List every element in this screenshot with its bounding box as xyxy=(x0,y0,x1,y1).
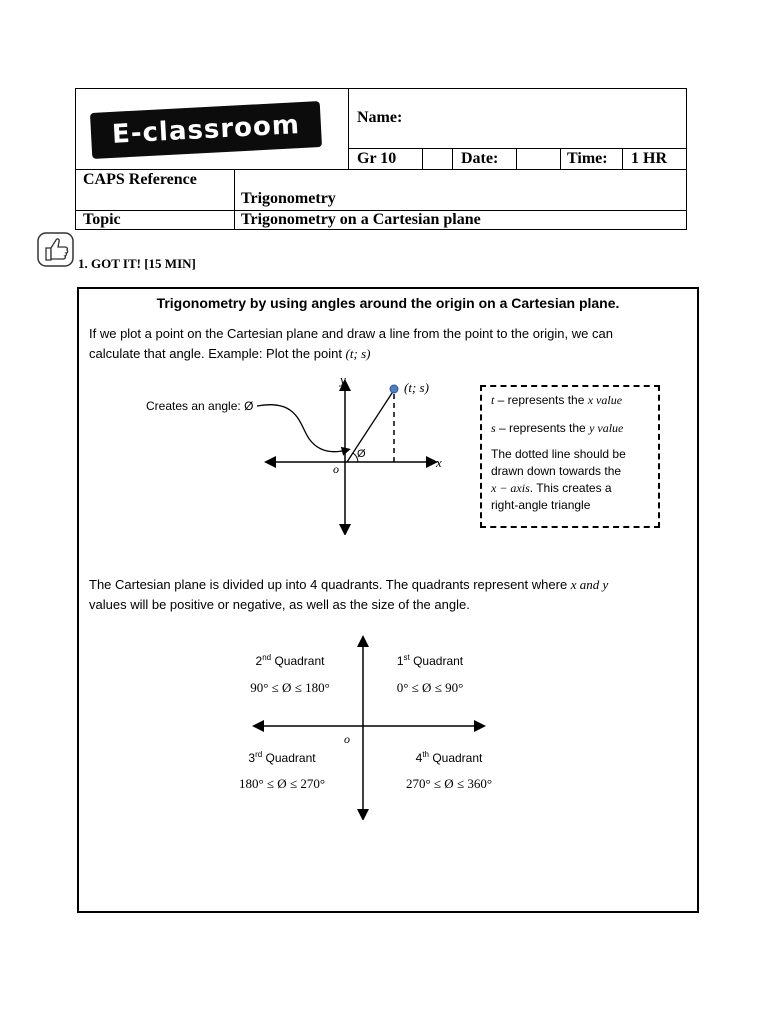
content-title: Trigonometry by using angles around the origin on a Cartesian plane. xyxy=(156,295,620,311)
legend-t-var: t xyxy=(491,393,495,407)
date-label: Date: xyxy=(461,150,499,167)
legend-t-value: x value xyxy=(587,393,623,407)
q4-num: 4 xyxy=(415,751,423,765)
quadrant-text-math: x and y xyxy=(570,577,609,592)
point-ts-math: (t; s) xyxy=(345,346,371,361)
quad-origin-label: o xyxy=(344,732,350,746)
theta-label: Ø xyxy=(357,448,366,460)
quadrant-3-label xyxy=(207,750,357,765)
intro-line-1: If we plot a point on the Cartesian plane and draw a line from the point to the origin, we can xyxy=(89,326,613,341)
q2-label-text: Quadrant xyxy=(271,654,325,668)
logo-text: E-classroom xyxy=(111,110,301,150)
quadrant-4-label xyxy=(374,750,524,765)
grade-label: Gr 10 xyxy=(357,150,397,167)
origin-label: o xyxy=(333,462,339,476)
legend-t xyxy=(491,392,649,409)
plotted-point xyxy=(390,385,398,393)
q1-sup: st xyxy=(403,653,410,662)
q2-num: 2 xyxy=(255,654,263,668)
legend-note-4: right-angle triangle xyxy=(491,498,591,512)
q1-num: 1 xyxy=(396,654,404,668)
quadrant-2-range: 90° ≤ Ø ≤ 180° xyxy=(250,680,330,695)
y-axis-label: y xyxy=(340,372,346,387)
thumbs-up-icon xyxy=(37,232,74,267)
q2-sup: nd xyxy=(262,653,272,662)
duration-value: 1 HR xyxy=(631,150,667,167)
angle-pointer-arrow xyxy=(255,398,355,460)
legend-note-2: drawn down towards the xyxy=(491,464,622,478)
legend-t-text: – represents the xyxy=(494,393,588,407)
quadrant-2-label xyxy=(215,653,365,668)
quadrant-text-1: The Cartesian plane is divided up into 4 quadrants. The quadrants represent where xyxy=(89,577,571,592)
legend-note-3 xyxy=(491,480,649,497)
legend-s-text: – represents the xyxy=(495,421,590,435)
topic-value: Trigonometry on a Cartesian plane xyxy=(241,211,481,228)
legend-note-3-math: x − axis xyxy=(491,481,530,495)
quadrant-3-range: 180° ≤ Ø ≤ 270° xyxy=(238,776,326,791)
angle-label: Creates an angle: Ø xyxy=(146,399,254,413)
quadrant-1-range: 0° ≤ Ø ≤ 90° xyxy=(396,680,464,695)
q3-sup: rd xyxy=(255,750,263,759)
q4-sup: th xyxy=(422,750,429,759)
topic-label: Topic xyxy=(83,211,121,228)
name-label: Name: xyxy=(357,109,403,126)
caps-reference-label: CAPS Reference xyxy=(83,171,197,188)
legend-s-value: y value xyxy=(589,421,624,435)
legend-box xyxy=(480,385,660,528)
section-heading: 1. GOT IT! [15 MIN] xyxy=(78,256,196,271)
x-axis-label: x xyxy=(436,455,442,470)
legend-note-1: The dotted line should be xyxy=(491,447,626,461)
time-label: Time: xyxy=(567,150,608,167)
quadrant-text-line-1 xyxy=(89,575,689,595)
quadrant-4-range: 270° ≤ Ø ≤ 360° xyxy=(405,776,493,791)
point-label: (t; s) xyxy=(404,380,429,395)
legend-s-var: s xyxy=(491,421,496,435)
legend-note-3-text: . This creates a xyxy=(529,481,612,495)
caps-reference-value: Trigonometry xyxy=(241,190,336,207)
q4-label-text: Quadrant xyxy=(428,751,483,765)
q1-label-text: Quadrant xyxy=(409,654,464,668)
intro-line-2 xyxy=(89,344,689,364)
q3-num: 3 xyxy=(248,751,256,765)
intro-line-2-text: calculate that angle. Example: Plot the point xyxy=(89,346,346,361)
q3-label-text: Quadrant xyxy=(262,751,316,765)
quadrant-text-line-2: values will be positive or negative, as well as the size of the angle. xyxy=(89,597,470,612)
legend-s xyxy=(491,420,649,437)
quadrant-1-label xyxy=(355,653,505,668)
